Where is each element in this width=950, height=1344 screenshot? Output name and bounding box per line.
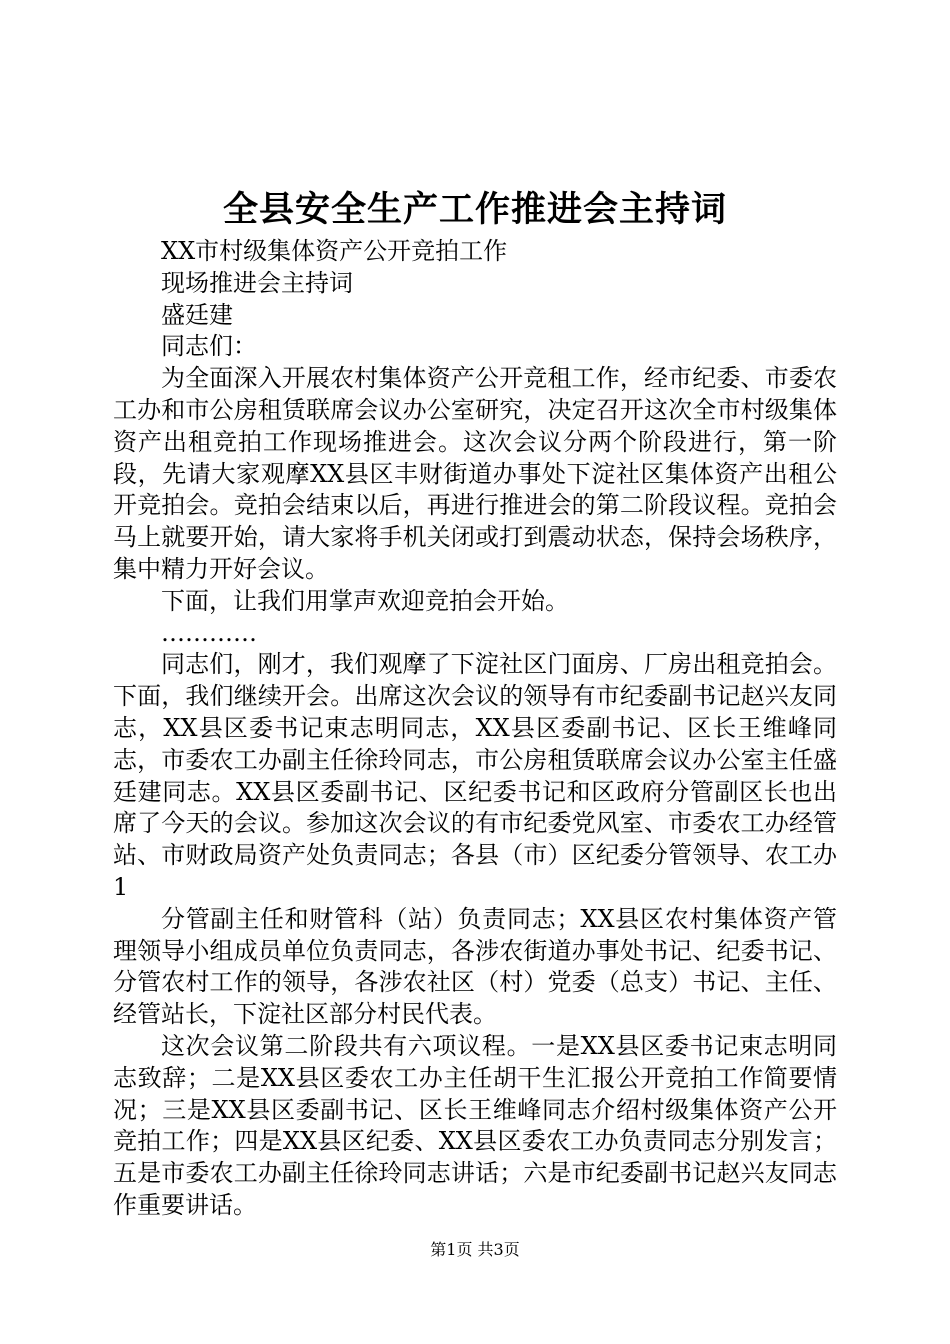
paragraph-attendees: 同志们，刚才，我们观摩了下淀社区门面房、厂房出租竞拍会。下面，我们继续开会。出席这次会议的领导有市纪委副书记赵兴友同志，XX县区委书记束志明同志，XX县区委副书记、区长王维峰同志，市委农工办副主任徐玲同志，市公房租赁联席会议办公室主任盛廷建同志。XX县区委副书记、区纪委书记和区政府分管副区长也出席了今天的会议。参加这次会议的有市纪委党风室、市委农工办经管站、市财政局资产处负责同志；各县（市）区纪委分管领导、农工办1 (113, 650, 837, 901)
paragraph-ellipsis: ………… (161, 618, 257, 647)
author-name: 盛廷建 (161, 300, 233, 329)
document-title: 全县安全生产工作推进会主持词 (222, 189, 727, 230)
paragraph-attendees-continued: 分管副主任和财管科（站）负责同志；XX县区农村集体资产管理领导小组成员单位负责同志，各涉农街道办事处书记、纪委书记、分管农村工作的领导，各涉农社区（村）党委（总支）书记、主任、经管站长，下淀社区部分村民代表。 (113, 904, 837, 1029)
page-number-footer: 第1页 共3页 (430, 1240, 520, 1259)
document-body (113, 236, 837, 1222)
paragraph-agenda: 这次会议第二阶段共有六项议程。一是XX县区委书记束志明同志致辞；二是XX县区委农工办主任胡干生汇报公开竞拍工作简要情况；三是XX县区委副书记、区长王维峰同志介绍村级集体资产公开竞拍工作；四是XX县区纪委、XX县区委农工办负责同志分别发言；五是市委农工办副主任徐玲同志讲话；六是市纪委副书记赵兴友同志作重要讲话。 (113, 1031, 837, 1219)
subtitle-line-2: 现场推进会主持词 (161, 268, 353, 297)
subtitle-line-1: XX市村级集体资产公开竞拍工作 (161, 237, 508, 265)
paragraph-applause: 下面，让我们用掌声欢迎竞拍会开始。 (161, 586, 569, 615)
paragraph-intro: 为全面深入开展农村集体资产公开竞租工作，经市纪委、市委农工办和市公房租赁联席会议办公室研究，决定召开这次全市村级集体资产出租竞拍工作现场推进会。这次会议分两个阶段进行，第一阶段，先请大家观摩XX县区丰财街道办事处下淀社区集体资产出租公开竞拍会。竞拍会结束以后，再进行推进会的第二阶段议程。竞拍会马上就要开始，请大家将手机关闭或打到震动状态，保持会场秩序，集中精力开好会议。 (113, 364, 837, 583)
salutation: 同志们： (161, 332, 257, 361)
